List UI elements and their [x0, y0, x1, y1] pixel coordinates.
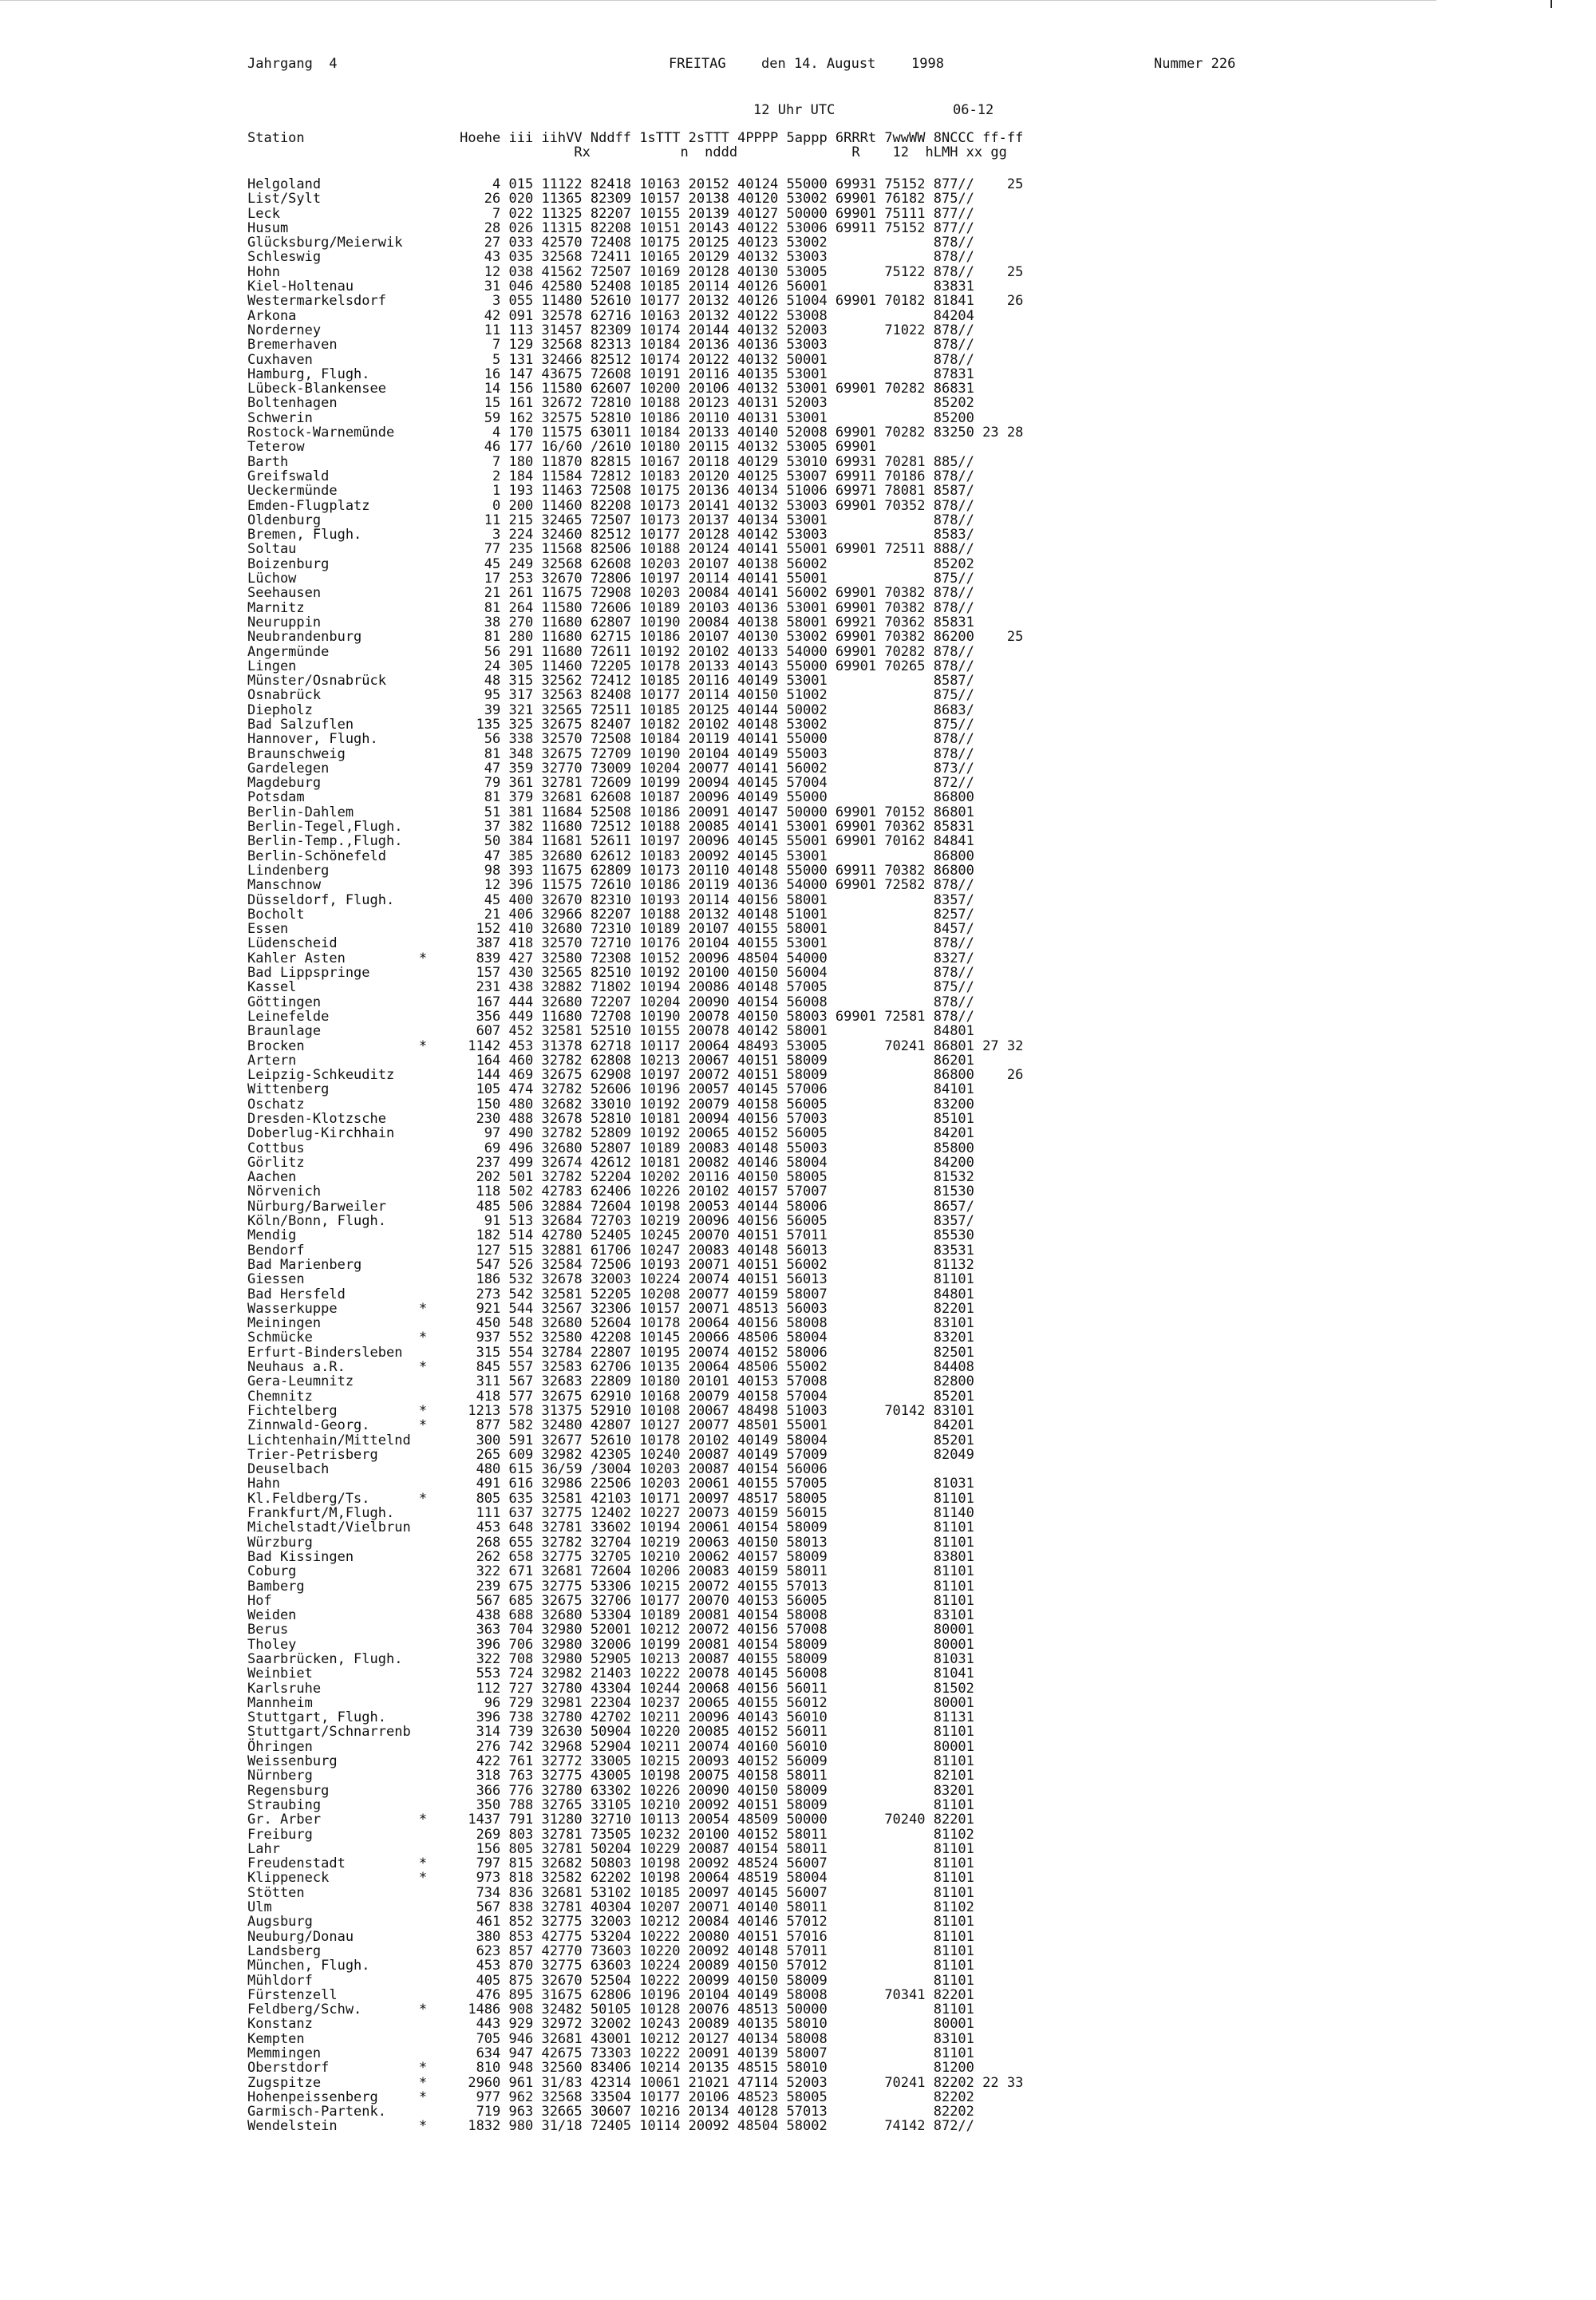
station-row: Fichtelberg * 1213 578 31375 52910 10108 20067 48498 51003 70142 83101 — [247, 1402, 974, 1419]
station-row: Chemnitz 418 577 32675 62910 10168 20079 40158 57004 85201 — [247, 1388, 974, 1405]
station-row: Berlin-Schönefeld 47 385 32680 62612 10183 20092 40145 53001 86800 — [247, 848, 974, 864]
station-row: Gr. Arber * 1437 791 31280 32710 10113 20054 48509 50000 70240 82201 — [247, 1812, 974, 1828]
station-row: Stötten 734 836 32681 53102 10185 20097 40145 56007 81101 — [247, 1884, 974, 1901]
station-row: Hahn 491 616 32986 22506 10203 20061 40155 57005 81031 — [247, 1476, 974, 1492]
station-row: Lingen 24 305 11460 72205 10178 20133 40143 55000 69901 70265 878// — [247, 658, 974, 674]
station-row: Greifswald 2 184 11584 72812 10183 20120 40125 53007 69911 70186 878// — [247, 468, 974, 484]
station-row: Neuruppin 38 270 11680 62807 10190 20084 40138 58001 69921 70362 85831 — [247, 614, 974, 630]
station-row: Kl.Feldberg/Ts. * 805 635 32581 42103 10171 20097 48517 58005 81101 — [247, 1490, 974, 1507]
station-row: Düsseldorf, Flugh. 45 400 32670 82310 10193 20114 40156 58001 8357/ — [247, 891, 974, 908]
station-row: Oschatz 150 480 32682 33010 10192 20079 40158 56005 83200 — [247, 1096, 974, 1112]
station-row: Doberlug-Kirchhain 97 490 32782 52809 10192 20065 40152 56005 84201 — [247, 1125, 974, 1142]
station-row: Neuburg/Donau 380 853 42775 53204 10222 20080 40151 57016 81101 — [247, 1928, 974, 1945]
station-row: Wasserkuppe * 921 544 32567 32306 10157 20071 48513 56003 82201 — [247, 1300, 974, 1317]
top-edge-line — [0, 0, 1436, 1]
station-row: Rostock-Warnemünde 4 170 11575 63011 10184 20133 40140 52008 69901 70282 83250 23 28 — [247, 425, 1024, 441]
station-row: Weiden 438 688 32680 53304 10189 20081 40154 58008 83101 — [247, 1607, 974, 1624]
column-headers — [247, 131, 1023, 160]
station-row: Arkona 42 091 32578 62716 10163 20132 40122 53008 84204 — [247, 307, 974, 324]
station-row: Coburg 322 671 32681 72604 10206 20083 40159 58011 81101 — [247, 1563, 974, 1580]
station-row: Boltenhagen 15 161 32672 72810 10188 20123 40131 52003 85202 — [247, 395, 974, 412]
station-row: Berus 363 704 32980 52001 10212 20072 40156 57008 80001 — [247, 1622, 974, 1638]
observation-time: 12 Uhr UTC — [753, 102, 836, 118]
station-row: Konstanz 443 929 32972 32002 10243 20089 40135 58010 80001 — [247, 2016, 974, 2033]
station-row: Essen 152 410 32680 72310 10189 20107 40155 58001 8457/ — [247, 921, 974, 938]
station-row: Görlitz 237 499 32674 42612 10181 20082 40146 58004 84200 — [247, 1154, 974, 1171]
station-row: Meiningen 450 548 32680 52604 10178 20064 40156 58008 83101 — [247, 1315, 974, 1332]
station-row: Braunschweig 81 348 32675 72709 10190 20104 40149 55003 878// — [247, 745, 974, 762]
station-row: Lüchow 17 253 32670 72806 10197 20114 40141 55001 875// — [247, 571, 974, 587]
station-row: Bocholt 21 406 32966 82207 10188 20132 40148 51001 8257/ — [247, 906, 974, 923]
station-row: Landsberg 623 857 42770 73603 10220 20092 40148 57011 81101 — [247, 1942, 974, 1959]
station-row: Klippeneck * 973 818 32582 62202 10198 20064 48519 58004 81101 — [247, 1870, 974, 1887]
station-row: Garmisch-Partenk. 719 963 32665 30607 10216 20134 40128 57013 82202 — [247, 2104, 974, 2120]
station-row: Magdeburg 79 361 32781 72609 10199 20094 40145 57004 872// — [247, 775, 974, 792]
station-row: Leinefelde 356 449 11680 72708 10190 20078 40150 58003 69901 72581 878// — [247, 1008, 974, 1025]
station-row: Hof 567 685 32675 32706 10177 20070 40153 56005 81101 — [247, 1592, 974, 1609]
station-row: Zugspitze * 2960 961 31/83 42314 10061 21021 47114 52003 70241 82202 22 33 — [247, 2074, 1024, 2091]
station-row: Soltau 77 235 11568 82506 10188 20124 40141 55001 69901 72511 888// — [247, 541, 974, 558]
station-row: Schmücke * 937 552 32580 42208 10145 20066 48506 58004 83201 — [247, 1330, 974, 1346]
station-row: Memmingen 634 947 42675 73303 10222 20091 40139 58007 81101 — [247, 2045, 974, 2061]
observation-window: 06-12 — [953, 102, 994, 118]
station-row: Regensburg 366 776 32780 63302 10226 20090 40150 58009 83201 — [247, 1782, 974, 1799]
station-row: Augsburg 461 852 32775 32003 10212 20084 40146 57012 81101 — [247, 1914, 974, 1930]
station-row: Potsdam 81 379 32681 62608 10187 20096 40149 55000 86800 — [247, 789, 974, 806]
station-table — [247, 177, 1023, 2134]
station-row: Göttingen 167 444 32680 72207 10204 20090 40154 56008 878// — [247, 994, 974, 1010]
station-row: Aachen 202 501 32782 52204 10202 20116 40150 58005 81532 — [247, 1169, 974, 1186]
station-row: Oberstdorf * 810 948 32560 83406 10214 20135 48515 58010 81200 — [247, 2060, 974, 2077]
station-row: Köln/Bonn, Flugh. 91 513 32684 72703 10219 20096 40156 56005 8357/ — [247, 1213, 974, 1230]
station-row: München, Flugh. 453 870 32775 63603 10224 20089 40150 57012 81101 — [247, 1958, 974, 1974]
column-header-line-1: Station Hoehe iii iihVV Nddff 1sTTT 2sTTT 4PPPP 5appp 6RRRt 7wwWW 8NCCC ff-ff — [247, 130, 1024, 146]
station-row: Oldenburg 11 215 32465 72507 10173 20137 40134 53001 878// — [247, 512, 974, 528]
station-row: Bad Hersfeld 273 542 32581 52205 10208 20077 40159 58007 84801 — [247, 1286, 974, 1302]
station-row: Giessen 186 532 32678 32003 10224 20074 40151 56013 81101 — [247, 1271, 974, 1288]
station-row: Öhringen 276 742 32968 52904 10211 20074 40160 56010 80001 — [247, 1738, 974, 1755]
station-row: Bad Salzuflen 135 325 32675 82407 10182 20102 40148 53002 875// — [247, 716, 974, 733]
station-row: Weinbiet 553 724 32982 21403 10222 20078 40145 56008 81041 — [247, 1666, 974, 1682]
station-row: Feldberg/Schw. * 1486 908 32482 50105 10128 20076 48513 50000 81101 — [247, 2002, 974, 2018]
station-row: Manschnow 12 396 11575 72610 10186 20119 40136 54000 69901 72582 878// — [247, 877, 974, 894]
station-row: Bremerhaven 7 129 32568 82313 10184 20136 40136 53003 878// — [247, 337, 974, 354]
station-row: Lindenberg 98 393 11675 62809 10173 20110 40148 55000 69911 70382 86800 — [247, 862, 974, 879]
station-row: Wendelstein * 1832 980 31/18 72405 10114 20092 48504 58002 74142 872// — [247, 2118, 974, 2135]
station-row: Hohenpeissenberg * 977 962 32568 33504 10177 20106 48523 58005 82202 — [247, 2089, 974, 2105]
station-row: Husum 28 026 11315 82208 10151 20143 40122 53006 69911 75152 877// — [247, 219, 974, 236]
station-row: Erfurt-Bindersleben 315 554 32784 22807 10195 20074 40152 58006 82501 — [247, 1344, 974, 1361]
station-row: Emden-Flugplatz 0 200 11460 82208 10173 20141 40132 53003 69901 70352 878// — [247, 497, 974, 514]
station-row: Dresden-Klotzsche 230 488 32678 52810 10181 20094 40156 57003 85101 — [247, 1111, 974, 1127]
station-row: Ueckermünde 1 193 11463 72508 10175 20136 40134 51006 69971 78081 8587/ — [247, 483, 974, 500]
station-row: Gardelegen 47 359 32770 73009 10204 20077 40141 56002 873// — [247, 760, 974, 777]
station-row: Teterow 46 177 16/60 /2610 10180 20115 40132 53005 69901 — [247, 439, 877, 456]
station-row: Trier-Petrisberg 265 609 32982 42305 10240 20087 40149 57009 82049 — [247, 1446, 974, 1463]
year-label: 1998 — [911, 56, 944, 72]
station-row: Cottbus 69 496 32680 52807 10189 20083 40148 55003 85800 — [247, 1140, 974, 1156]
station-row: Kiel-Holtenau 31 046 42580 52408 10185 20114 40126 56001 83831 — [247, 279, 974, 295]
station-row: Cuxhaven 5 131 32466 82512 10174 20122 40132 50001 878// — [247, 351, 974, 368]
date-label: den 14. August — [761, 56, 876, 72]
station-row: Bad Marienberg 547 526 32584 72506 10193 20071 40151 56002 81132 — [247, 1256, 974, 1273]
station-row: Boizenburg 45 249 32568 62608 10203 20107 40138 56002 85202 — [247, 555, 974, 572]
weekday-label: FREITAG — [669, 56, 726, 72]
station-row: Lübeck-Blankensee 14 156 11580 62607 10200 20106 40132 53001 69901 70282 86831 — [247, 381, 974, 397]
station-row: Nürburg/Barweiler 485 506 32884 72604 10198 20053 40144 58006 8657/ — [247, 1198, 974, 1215]
station-row: Leck 7 022 11325 82207 10155 20139 40127 50000 69901 75111 877// — [247, 205, 974, 222]
station-row: Kempten 705 946 32681 43001 10212 20127 40134 58008 83101 — [247, 2030, 974, 2047]
station-row: Neubrandenburg 81 280 11680 62715 10186 20107 40130 53002 69901 70382 86200 25 — [247, 629, 1024, 646]
station-row: Braunlage 607 452 32581 52510 10155 20078 40142 58001 84801 — [247, 1023, 974, 1040]
station-row: Mühldorf 405 875 32670 52504 10222 20099 40150 58009 81101 — [247, 1972, 974, 1989]
station-row: Nürnberg 318 763 32775 43005 10198 20075 40158 58011 82101 — [247, 1768, 974, 1784]
station-row: Norderney 11 113 31457 82309 10174 20144 40132 52003 71022 878// — [247, 322, 974, 338]
station-row: Bad Lippspringe 157 430 32565 82510 10192 20100 40150 56004 878// — [247, 965, 974, 982]
station-row: Diepholz 39 321 32565 72511 10185 20125 40144 50002 8683/ — [247, 701, 974, 718]
station-row: Freiburg 269 803 32781 73505 10232 20100 40152 58011 81102 — [247, 1826, 974, 1843]
station-row: Zinnwald-Georg. * 877 582 32480 42807 10127 20077 48501 55001 84201 — [247, 1417, 974, 1434]
station-row: Seehausen 21 261 11675 72908 10203 20084 40141 56002 69901 70382 878// — [247, 585, 974, 602]
station-row: Westermarkelsdorf 3 055 11480 52610 10177 20132 40126 51004 69901 70182 81841 26 — [247, 293, 1024, 310]
station-row: Angermünde 56 291 11680 72611 10192 20102 40133 54000 69901 70282 878// — [247, 643, 974, 660]
station-row: List/Sylt 26 020 11365 82309 10157 20138 40120 53002 69901 76182 875// — [247, 191, 974, 207]
station-row: Weissenburg 422 761 32772 33005 10215 20093 40152 56009 81101 — [247, 1753, 974, 1770]
station-row: Michelstadt/Vielbrun 453 648 32781 33602 10194 20061 40154 58009 81101 — [247, 1520, 974, 1536]
station-row: Hannover, Flugh. 56 338 32570 72508 10184 20119 40141 55000 878// — [247, 731, 974, 748]
station-row: Barth 7 180 11870 82815 10167 20118 40129 53010 69931 70281 885// — [247, 453, 974, 470]
station-row: Fürstenzell 476 895 31675 62806 10196 20104 40149 58008 70341 82201 — [247, 1986, 974, 2003]
station-row: Helgoland 4 015 11122 82418 10163 20152 40124 55000 69931 75152 877// 25 — [247, 176, 1024, 192]
station-row: Kahler Asten * 839 427 32580 72308 10152 20096 48504 54000 8327/ — [247, 950, 974, 966]
station-row: Kassel 231 438 32882 71802 10194 20086 40148 57005 875// — [247, 979, 974, 996]
station-row: Artern 164 460 32782 62808 10213 20067 40151 58009 86201 — [247, 1052, 974, 1069]
station-row: Ulm 567 838 32781 40304 10207 20071 40140 58011 81102 — [247, 1899, 974, 1916]
station-row: Würzburg 268 655 32782 32704 10219 20063 40150 58013 81101 — [247, 1534, 974, 1551]
station-row: Bendorf 127 515 32881 61706 10247 20083 40148 56013 83531 — [247, 1242, 974, 1259]
station-row: Osnabrück 95 317 32563 82408 10177 20114 40150 51002 875// — [247, 687, 974, 704]
station-row: Lichtenhain/Mittelnd 300 591 32677 52610 10178 20102 40149 58004 85201 — [247, 1432, 974, 1448]
station-row: Straubing 350 788 32765 33105 10210 20092 40151 58009 81101 — [247, 1796, 974, 1813]
station-row: Bad Kissingen 262 658 32775 32705 10210 20062 40157 58009 83801 — [247, 1548, 974, 1565]
station-row: Hamburg, Flugh. 16 147 43675 72608 10191 20116 40135 53001 87831 — [247, 366, 974, 382]
station-row: Nörvenich 118 502 42783 62406 10226 20102 40157 57007 81530 — [247, 1184, 974, 1200]
station-row: Schwerin 59 162 32575 52810 10186 20110 40131 53001 85200 — [247, 409, 974, 426]
station-row: Deuselbach 480 615 36/59 /3004 10203 20087 40154 56006 — [247, 1461, 828, 1478]
column-header-line-2: Rx n nddd R 12 hLMH xx gg — [247, 144, 1007, 160]
station-row: Marnitz 81 264 11580 72606 10189 20103 40136 53001 69901 70382 878// — [247, 599, 974, 616]
issue-number: Nummer 226 — [1154, 56, 1236, 72]
station-row: Karlsruhe 112 727 32780 43304 10244 20068 40156 56011 81502 — [247, 1680, 974, 1697]
station-row: Neuhaus a.R. * 845 557 32583 62706 10135 20064 48506 55002 84408 — [247, 1359, 974, 1376]
station-row: Frankfurt/M,Flugh. 111 637 32775 12402 10227 20073 40159 56015 81140 — [247, 1505, 974, 1522]
station-row: Bremen, Flugh. 3 224 32460 82512 10177 20128 40142 53003 8583/ — [247, 527, 974, 543]
station-row: Hohn 12 038 41562 72507 10169 20128 40130 53005 75122 878// 25 — [247, 263, 1024, 280]
station-row: Saarbrücken, Flugh. 322 708 32980 52905 10213 20087 40155 58009 81031 — [247, 1650, 974, 1667]
volume-label: Jahrgang 4 — [247, 56, 338, 72]
station-row: Lahr 156 805 32781 50204 10229 20087 40154 58011 81101 — [247, 1840, 974, 1857]
station-row: Leipzig-Schkeuditz 144 469 32675 62908 10197 20072 40151 58009 86800 26 — [247, 1067, 1024, 1084]
station-row: Mendig 182 514 42780 52405 10245 20070 40151 57011 85530 — [247, 1227, 974, 1244]
station-row: Brocken * 1142 453 31378 62718 10117 20064 48493 53005 70241 86801 27 32 — [247, 1037, 1024, 1054]
station-row: Lüdenscheid 387 418 32570 72710 10176 20104 40155 53001 878// — [247, 935, 974, 952]
station-row: Glücksburg/Meierwik 27 033 42570 72408 10175 20125 40123 53002 878// — [247, 235, 974, 251]
station-row: Berlin-Dahlem 51 381 11684 52508 10186 20091 40147 50000 69901 70152 86801 — [247, 804, 974, 820]
station-row: Berlin-Temp.,Flugh. 50 384 11681 52611 10197 20096 40145 55001 69901 70162 84841 — [247, 833, 974, 850]
station-row: Mannheim 96 729 32981 22304 10237 20065 40155 56012 80001 — [247, 1694, 974, 1711]
station-row: Schleswig 43 035 32568 72411 10165 20129 40132 53003 878// — [247, 249, 974, 266]
station-row: Freudenstadt * 797 815 32682 50803 10198 20092 48524 56007 81101 — [247, 1855, 974, 1872]
station-row: Tholey 396 706 32980 32006 10199 20081 40154 58009 80001 — [247, 1636, 974, 1653]
station-row: Münster/Osnabrück 48 315 32562 72412 10185 20116 40149 53001 8587/ — [247, 673, 974, 690]
station-row: Wittenberg 105 474 32782 52606 10196 20057 40145 57006 84101 — [247, 1081, 974, 1098]
top-edge-mark — [1551, 0, 1552, 8]
station-row: Bamberg 239 675 32775 53306 10215 20072 40155 57013 81101 — [247, 1578, 974, 1595]
station-row: Gera-Leumnitz 311 567 32683 22809 10180 20101 40153 57008 82800 — [247, 1373, 974, 1390]
station-row: Berlin-Tegel,Flugh. 37 382 11680 72512 10188 20085 40141 53001 69901 70362 85831 — [247, 819, 974, 836]
station-row: Stuttgart/Schnarrenb 314 739 32630 50904 10220 20085 40152 56011 81101 — [247, 1724, 974, 1741]
station-row: Stuttgart, Flugh. 396 738 32780 42702 10211 20096 40143 56010 81131 — [247, 1709, 974, 1726]
